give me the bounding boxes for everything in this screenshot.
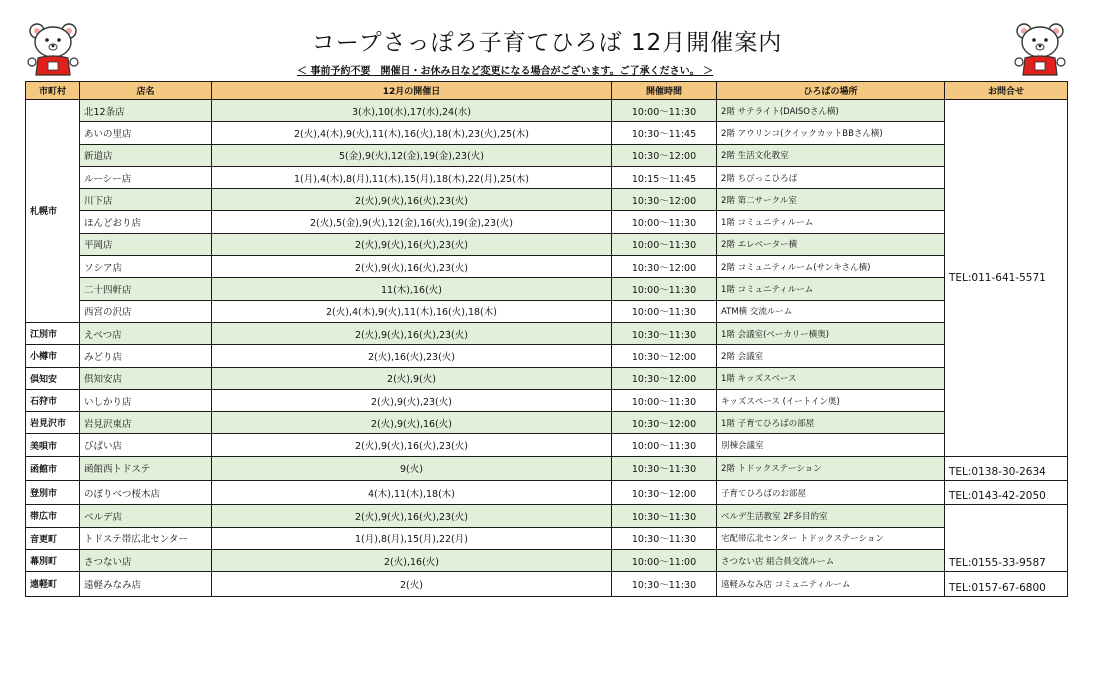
store-cell: 新道店 — [80, 144, 212, 166]
place-cell: キッズスペース (イートイン奥) — [717, 389, 945, 411]
table-row — [26, 434, 1068, 456]
dates-cell: 4(木),11(木),18(木) — [212, 481, 612, 505]
store-cell: 遠軽みなみ店 — [80, 572, 212, 596]
table-row — [26, 389, 1068, 411]
dates-cell: 1(月),4(木),8(月),11(木),15(月),18(木),22(月),25(木) — [212, 166, 612, 188]
dates-cell: 2(火),9(火),16(火),23(火) — [212, 233, 612, 255]
time-cell: 10:30～12:00 — [612, 367, 717, 389]
dates-cell: 2(火),16(火),23(火) — [212, 345, 612, 367]
place-cell: 2階 会議室 — [717, 345, 945, 367]
table-row — [26, 505, 1068, 527]
place-cell: 2階 トドックステーション — [717, 456, 945, 480]
time-cell: 10:00～11:30 — [612, 300, 717, 322]
dates-cell: 2(火),16(火) — [212, 549, 612, 571]
place-cell: ベルデ生活教室 2F多目的室 — [717, 505, 945, 527]
time-cell: 10:00～11:00 — [612, 549, 717, 571]
place-cell: 1階 会議室(ベーカリー横奥) — [717, 322, 945, 344]
store-cell: ほんどおり店 — [80, 211, 212, 233]
table-row — [26, 322, 1068, 344]
dates-cell: 2(火),9(火),16(火),23(火) — [212, 505, 612, 527]
mascot-bear-icon — [25, 20, 81, 78]
table-row — [26, 367, 1068, 389]
municipality-cell: 石狩市 — [26, 389, 80, 411]
dates-cell: 2(火),9(火),16(火),23(火) — [212, 256, 612, 278]
place-cell: 別棟会議室 — [717, 434, 945, 456]
header-contact: お問合せ — [945, 82, 1068, 100]
table-row — [26, 549, 1068, 571]
table-row — [26, 144, 1068, 166]
store-cell: 函館西トドステ — [80, 456, 212, 480]
municipality-cell: 音更町 — [26, 527, 80, 549]
time-cell: 10:30～11:30 — [612, 322, 717, 344]
table-row — [26, 122, 1068, 144]
time-cell: 10:30～12:00 — [612, 144, 717, 166]
municipality-cell: 遠軽町 — [26, 572, 80, 596]
contact-cell: TEL:011-641-5571 — [945, 100, 1068, 457]
table-header-row — [26, 82, 1068, 100]
header-dates: 12月の開催日 — [212, 82, 612, 100]
dates-cell: 2(火),9(火),16(火),23(火) — [212, 322, 612, 344]
municipality-cell: 登別市 — [26, 481, 80, 505]
table-row — [26, 211, 1068, 233]
mascot-bear-icon — [1012, 20, 1068, 78]
place-cell: 2階 サテライト(DAISOさん横) — [717, 100, 945, 122]
table-row — [26, 233, 1068, 255]
store-cell: ソシア店 — [80, 256, 212, 278]
time-cell: 10:00～11:30 — [612, 211, 717, 233]
time-cell: 10:30～12:00 — [612, 412, 717, 434]
time-cell: 10:30～12:00 — [612, 481, 717, 505]
place-cell: 2階 コミュニティルーム(サンキさん横) — [717, 256, 945, 278]
table-row — [26, 412, 1068, 434]
municipality-cell: 小樽市 — [26, 345, 80, 367]
store-cell: のぼりべつ桜木店 — [80, 481, 212, 505]
store-cell: さつない店 — [80, 549, 212, 571]
dates-cell: 2(火),9(火),16(火),23(火) — [212, 189, 612, 211]
store-cell: 倶知安店 — [80, 367, 212, 389]
place-cell: 2階 アウリンコ(クイックカットBBさん横) — [717, 122, 945, 144]
dates-cell: 1(月),8(月),15(月),22(月) — [212, 527, 612, 549]
store-cell: みどり店 — [80, 345, 212, 367]
place-cell: ATM横 交流ルーム — [717, 300, 945, 322]
table-row — [26, 256, 1068, 278]
time-cell: 10:30～11:30 — [612, 505, 717, 527]
table-row — [26, 300, 1068, 322]
dates-cell: 2(火),9(火),23(火) — [212, 389, 612, 411]
table-row — [26, 278, 1068, 300]
table-row — [26, 572, 1068, 596]
time-cell: 10:30～11:30 — [612, 572, 717, 596]
contact-cell: TEL:0143-42-2050 — [945, 481, 1068, 505]
time-cell: 10:30～11:30 — [612, 456, 717, 480]
municipality-cell: 倶知安 — [26, 367, 80, 389]
header-place: ひろばの場所 — [717, 82, 945, 100]
header-time: 開催時間 — [612, 82, 717, 100]
store-cell: あいの里店 — [80, 122, 212, 144]
store-cell: えべつ店 — [80, 322, 212, 344]
time-cell: 10:30～11:30 — [612, 527, 717, 549]
place-cell: さつない店 組合員交流ルーム — [717, 549, 945, 571]
contact-cell: TEL:0157-67-6800 — [945, 572, 1068, 596]
table-row — [26, 456, 1068, 480]
time-cell: 10:00～11:30 — [612, 434, 717, 456]
municipality-cell: 札幌市 — [26, 100, 80, 323]
time-cell: 10:30～12:00 — [612, 189, 717, 211]
dates-cell: 2(火),5(金),9(火),12(金),16(火),19(金),23(火) — [212, 211, 612, 233]
dates-cell: 9(火) — [212, 456, 612, 480]
store-cell: ルーシー店 — [80, 166, 212, 188]
table-row — [26, 189, 1068, 211]
municipality-cell: 江別市 — [26, 322, 80, 344]
store-cell: 岩見沢東店 — [80, 412, 212, 434]
time-cell: 10:00～11:30 — [612, 389, 717, 411]
dates-cell: 5(金),9(火),12(金),19(金),23(火) — [212, 144, 612, 166]
store-cell: 二十四軒店 — [80, 278, 212, 300]
table-row — [26, 166, 1068, 188]
place-cell: 2階 生活文化教室 — [717, 144, 945, 166]
time-cell: 10:00～11:30 — [612, 233, 717, 255]
store-cell: 北12条店 — [80, 100, 212, 122]
store-cell: 平岡店 — [80, 233, 212, 255]
municipality-cell: 美唄市 — [26, 434, 80, 456]
time-cell: 10:30～11:45 — [612, 122, 717, 144]
municipality-cell: 帯広市 — [26, 505, 80, 527]
place-cell: 2階 ちびっこひろば — [717, 166, 945, 188]
contact-cell: TEL:0138-30-2634 — [945, 456, 1068, 480]
dates-cell: 2(火),9(火),16(火) — [212, 412, 612, 434]
dates-cell: 3(水),10(水),17(水),24(水) — [212, 100, 612, 122]
dates-cell: 11(木),16(火) — [212, 278, 612, 300]
store-cell: 西宮の沢店 — [80, 300, 212, 322]
page-title: コープさっぽろ子育てひろば 12月開催案内 — [311, 30, 783, 56]
table-row — [26, 100, 1068, 122]
place-cell: 子育てひろばのお部屋 — [717, 481, 945, 505]
municipality-cell: 岩見沢市 — [26, 412, 80, 434]
dates-cell: 2(火),4(木),9(火),11(木),16(火),18(木),23(火),25(木) — [212, 122, 612, 144]
notice-subtitle: ＜ 事前予約不要 開催日・お休み日など変更になる場合がございます。ご了承ください。 ＞ — [297, 66, 714, 77]
place-cell: 遠軽みなみ店 コミュニティルーム — [717, 572, 945, 596]
store-cell: いしかり店 — [80, 389, 212, 411]
dates-cell: 2(火),9(火) — [212, 367, 612, 389]
store-cell: トドステ帯広北センター — [80, 527, 212, 549]
store-cell: びばい店 — [80, 434, 212, 456]
time-cell: 10:00～11:30 — [612, 278, 717, 300]
place-cell: 1階 子育てひろばの部屋 — [717, 412, 945, 434]
place-cell: 2階 エレベーター横 — [717, 233, 945, 255]
dates-cell: 2(火),4(木),9(火),11(木),16(火),18(木) — [212, 300, 612, 322]
time-cell: 10:30～12:00 — [612, 256, 717, 278]
header-store: 店名 — [80, 82, 212, 100]
store-cell: 川下店 — [80, 189, 212, 211]
municipality-cell: 幕別町 — [26, 549, 80, 571]
table-row — [26, 345, 1068, 367]
time-cell: 10:00～11:30 — [612, 100, 717, 122]
place-cell: 2階 第二サークル室 — [717, 189, 945, 211]
table-row — [26, 481, 1068, 505]
time-cell: 10:30～12:00 — [612, 345, 717, 367]
place-cell: 宅配帯広北センター トドックステーション — [717, 527, 945, 549]
table-row — [26, 527, 1068, 549]
dates-cell: 2(火) — [212, 572, 612, 596]
place-cell: 1階 コミュニティルーム — [717, 211, 945, 233]
header-municipality: 市町村 — [26, 82, 80, 100]
store-cell: ベルデ店 — [80, 505, 212, 527]
schedule-table — [25, 81, 1068, 597]
place-cell: 1階 コミュニティルーム — [717, 278, 945, 300]
dates-cell: 2(火),9(火),16(火),23(火) — [212, 434, 612, 456]
time-cell: 10:15～11:45 — [612, 166, 717, 188]
municipality-cell: 函館市 — [26, 456, 80, 480]
place-cell: 1階 キッズスペース — [717, 367, 945, 389]
contact-cell: TEL:0155-33-9587 — [945, 505, 1068, 572]
